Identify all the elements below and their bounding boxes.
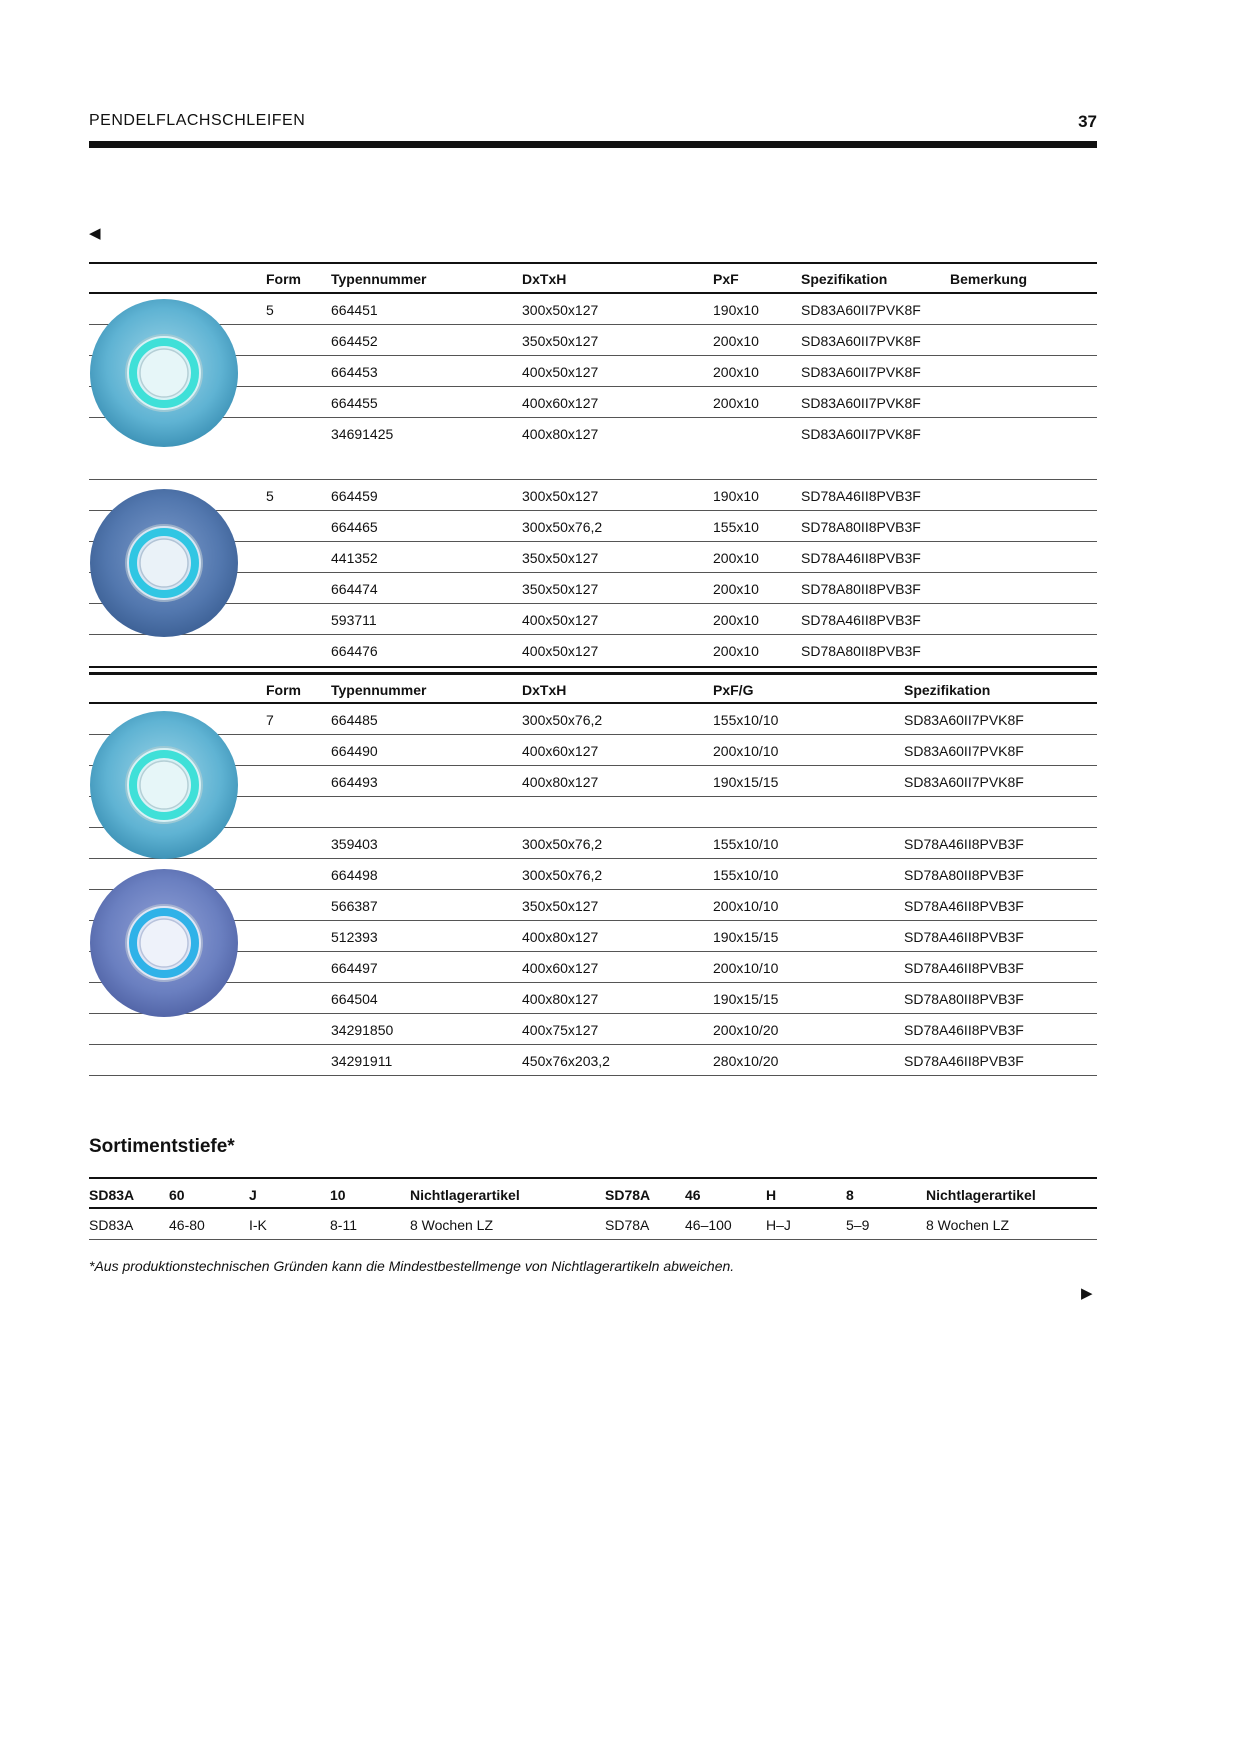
- dimension-cell: 400x50x127: [522, 364, 599, 380]
- pxf-cell: 200x10/20: [713, 1022, 779, 1038]
- sortiment-header-cell: 46: [685, 1187, 701, 1203]
- pxf-cell: 155x10: [713, 519, 759, 535]
- typennummer-cell: 664476: [331, 643, 378, 659]
- table-row: [89, 325, 1097, 356]
- header-dxtxh: DxTxH: [522, 271, 567, 287]
- typennummer-cell: 664497: [331, 960, 378, 976]
- grinding-wheel-violet-cup-image: [89, 868, 239, 1018]
- sortiment-cell: SD83A: [89, 1217, 134, 1233]
- table-row: [89, 921, 1097, 952]
- typennummer-cell: 664504: [331, 991, 378, 1007]
- pxf-cell: 200x10: [713, 333, 759, 349]
- pxf-cell: 190x10: [713, 302, 759, 318]
- dimension-cell: 400x50x127: [522, 612, 599, 628]
- typennummer-cell: 664485: [331, 712, 378, 728]
- table-row: [89, 573, 1097, 604]
- typennummer-cell: 664452: [331, 333, 378, 349]
- table-header: [89, 672, 1097, 704]
- pxf-cell: 190x15/15: [713, 929, 779, 945]
- spezifikation-cell: SD78A46II8PVB3F: [801, 550, 921, 566]
- sortiment-header-row: [89, 1177, 1097, 1209]
- product-table-form5: [89, 262, 1097, 668]
- typennummer-cell: 664490: [331, 743, 378, 759]
- typennummer-cell: 664453: [331, 364, 378, 380]
- spezifikation-cell: SD78A46II8PVB3F: [801, 612, 921, 628]
- typennummer-cell: 512393: [331, 929, 378, 945]
- typennummer-cell: 566387: [331, 898, 378, 914]
- table-row: [89, 766, 1097, 797]
- grinding-wheel-light-blue-image: [89, 298, 239, 448]
- spezifikation-cell: SD83A60II7PVK8F: [801, 426, 921, 442]
- dimension-cell: 400x60x127: [522, 743, 599, 759]
- pxf-cell: 200x10: [713, 643, 759, 659]
- table-row: [89, 952, 1097, 983]
- dimension-cell: 350x50x127: [522, 550, 599, 566]
- dimension-cell: 400x50x127: [522, 643, 599, 659]
- spezifikation-cell: SD83A60II7PVK8F: [904, 774, 1024, 790]
- dimension-cell: 400x80x127: [522, 991, 599, 1007]
- header-spezifikation: Spezifikation: [801, 271, 888, 287]
- dimension-cell: 450x76x203,2: [522, 1053, 610, 1069]
- sortiment-cell: I-K: [249, 1217, 267, 1233]
- pxf-cell: 200x10: [713, 550, 759, 566]
- footnote: *Aus produktionstechnischen Gründen kann die Mindestbestellmenge von Nichtlagerartikeln abweichen.: [89, 1258, 735, 1274]
- sortiment-header-cell: Nichtlagerartikel: [926, 1187, 1036, 1203]
- sortiment-header-cell: 8: [846, 1187, 854, 1203]
- table-row: [89, 356, 1097, 387]
- sortiment-data-row: [89, 1209, 1097, 1240]
- header-dxtxh: DxTxH: [522, 682, 567, 698]
- dimension-cell: 400x60x127: [522, 395, 599, 411]
- grinding-wheel-light-blue-cup-image: [89, 710, 239, 860]
- typennummer-cell: 664455: [331, 395, 378, 411]
- spezifikation-cell: SD78A80II8PVB3F: [801, 581, 921, 597]
- product-table-form7: [89, 672, 1097, 1076]
- form-cell: 7: [266, 712, 274, 728]
- spezifikation-cell: SD78A46II8PVB3F: [904, 836, 1024, 852]
- sortiment-header-cell: H: [766, 1187, 777, 1203]
- spezifikation-cell: SD78A80II8PVB3F: [801, 519, 921, 535]
- table-row: [89, 635, 1097, 668]
- page-number: 37: [1078, 112, 1097, 131]
- sortiment-cell: 8 Wochen LZ: [926, 1217, 1010, 1233]
- table-row: [89, 890, 1097, 921]
- spezifikation-cell: SD78A46II8PVB3F: [904, 898, 1024, 914]
- header-form: Form: [266, 271, 301, 287]
- dimension-cell: 350x50x127: [522, 898, 599, 914]
- table-row: [89, 542, 1097, 573]
- dimension-cell: 400x80x127: [522, 426, 599, 442]
- spezifikation-cell: SD83A60II7PVK8F: [801, 395, 921, 411]
- table-row: [89, 1014, 1097, 1045]
- typennummer-cell: 34291850: [331, 1022, 394, 1038]
- sortiment-header-cell: Nichtlagerartikel: [410, 1187, 520, 1203]
- sortiment-cell: 8 Wochen LZ: [410, 1217, 494, 1233]
- spezifikation-cell: SD83A60II7PVK8F: [801, 333, 921, 349]
- table-row: [89, 604, 1097, 635]
- dimension-cell: 400x75x127: [522, 1022, 599, 1038]
- table-header: [89, 262, 1097, 294]
- typennummer-cell: 664493: [331, 774, 378, 790]
- sortiment-cell: 5–9: [846, 1217, 870, 1233]
- page-header: [89, 112, 1097, 136]
- pxf-cell: 200x10: [713, 612, 759, 628]
- pxf-cell: 200x10: [713, 395, 759, 411]
- dimension-cell: 300x50x127: [522, 488, 599, 504]
- pxf-cell: 200x10/10: [713, 898, 779, 914]
- spezifikation-cell: SD78A80II8PVB3F: [904, 991, 1024, 1007]
- table-row: [89, 480, 1097, 511]
- header-typennummer: Typennummer: [331, 271, 427, 287]
- pxf-cell: 200x10: [713, 581, 759, 597]
- header-form: Form: [266, 682, 301, 698]
- header-rule: [89, 141, 1097, 148]
- dimension-cell: 300x50x127: [522, 302, 599, 318]
- dimension-cell: 350x50x127: [522, 581, 599, 597]
- header-pxf: PxF: [713, 271, 739, 287]
- table-row: [89, 828, 1097, 859]
- typennummer-cell: 359403: [331, 836, 378, 852]
- spezifikation-cell: SD83A60II7PVK8F: [904, 712, 1024, 728]
- table-row: [89, 859, 1097, 890]
- dimension-cell: 400x80x127: [522, 929, 599, 945]
- form-cell: 5: [266, 302, 274, 318]
- spezifikation-cell: SD83A60II7PVK8F: [801, 302, 921, 318]
- pxf-cell: 155x10/10: [713, 867, 779, 883]
- sortiment-cell: 46–100: [685, 1217, 732, 1233]
- spezifikation-cell: SD78A46II8PVB3F: [904, 1022, 1024, 1038]
- sortiment-table: [89, 1177, 1097, 1240]
- pxf-cell: 155x10/10: [713, 712, 779, 728]
- pxf-cell: 200x10/10: [713, 960, 779, 976]
- typennummer-cell: 664459: [331, 488, 378, 504]
- dimension-cell: 400x60x127: [522, 960, 599, 976]
- sortiment-cell: H–J: [766, 1217, 791, 1233]
- form-cell: 5: [266, 488, 274, 504]
- spezifikation-cell: SD78A46II8PVB3F: [904, 929, 1024, 945]
- sortiment-cell: SD78A: [605, 1217, 650, 1233]
- typennummer-cell: 664474: [331, 581, 378, 597]
- pxf-cell: 190x10: [713, 488, 759, 504]
- typennummer-cell: 664451: [331, 302, 378, 318]
- next-page-arrow-icon[interactable]: ▶: [1081, 1285, 1093, 1302]
- table-row: [89, 387, 1097, 418]
- table-row: [89, 418, 1097, 449]
- pxf-cell: 155x10/10: [713, 836, 779, 852]
- pxf-cell: 190x15/15: [713, 774, 779, 790]
- table-row: [89, 1045, 1097, 1076]
- previous-page-arrow-icon[interactable]: ◀: [89, 225, 101, 242]
- pxf-cell: 200x10: [713, 364, 759, 380]
- group-spacer-row: [89, 797, 1097, 828]
- sortiment-header-cell: SD78A: [605, 1187, 651, 1203]
- header-bemerkung: Bemerkung: [950, 271, 1028, 287]
- dimension-cell: 300x50x76,2: [522, 519, 603, 535]
- header-typennummer: Typennummer: [331, 682, 427, 698]
- typennummer-cell: 664465: [331, 519, 378, 535]
- typennummer-cell: 593711: [331, 612, 377, 628]
- grinding-wheel-dark-blue-image: [89, 488, 239, 638]
- table-row: [89, 704, 1097, 735]
- typennummer-cell: 664498: [331, 867, 378, 883]
- sortiment-cell: 46-80: [169, 1217, 205, 1233]
- spezifikation-cell: SD78A46II8PVB3F: [801, 488, 921, 504]
- pxf-cell: 280x10/20: [713, 1053, 779, 1069]
- table-row: [89, 735, 1097, 766]
- spezifikation-cell: SD83A60II7PVK8F: [904, 743, 1024, 759]
- typennummer-cell: 34691425: [331, 426, 394, 442]
- header-spezifikation: Spezifikation: [904, 682, 991, 698]
- sortiment-header-cell: 10: [330, 1187, 346, 1203]
- table-row: [89, 983, 1097, 1014]
- header-pxf-g: PxF/G: [713, 682, 754, 698]
- typennummer-cell: 441352: [331, 550, 378, 566]
- dimension-cell: 350x50x127: [522, 333, 599, 349]
- spezifikation-cell: SD78A80II8PVB3F: [801, 643, 921, 659]
- spezifikation-cell: SD78A80II8PVB3F: [904, 867, 1024, 883]
- spezifikation-cell: SD78A46II8PVB3F: [904, 960, 1024, 976]
- spezifikation-cell: SD78A46II8PVB3F: [904, 1053, 1024, 1069]
- table-row: [89, 511, 1097, 542]
- sortiment-header-cell: SD83A: [89, 1187, 135, 1203]
- typennummer-cell: 34291911: [331, 1053, 393, 1069]
- group-spacer-row: [89, 449, 1097, 480]
- pxf-cell: 190x15/15: [713, 991, 779, 1007]
- spezifikation-cell: SD83A60II7PVK8F: [801, 364, 921, 380]
- sortiment-title: Sortimentstiefe*: [89, 1136, 235, 1157]
- dimension-cell: 300x50x76,2: [522, 836, 603, 852]
- sortiment-header-cell: J: [249, 1187, 257, 1203]
- table-row: [89, 294, 1097, 325]
- sortiment-cell: 8-11: [330, 1217, 357, 1233]
- dimension-cell: 300x50x76,2: [522, 867, 603, 883]
- dimension-cell: 300x50x76,2: [522, 712, 603, 728]
- pxf-cell: 200x10/10: [713, 743, 779, 759]
- sortiment-header-cell: 60: [169, 1187, 185, 1203]
- dimension-cell: 400x80x127: [522, 774, 599, 790]
- section-title: PENDELFLACHSCHLEIFEN: [89, 112, 306, 129]
